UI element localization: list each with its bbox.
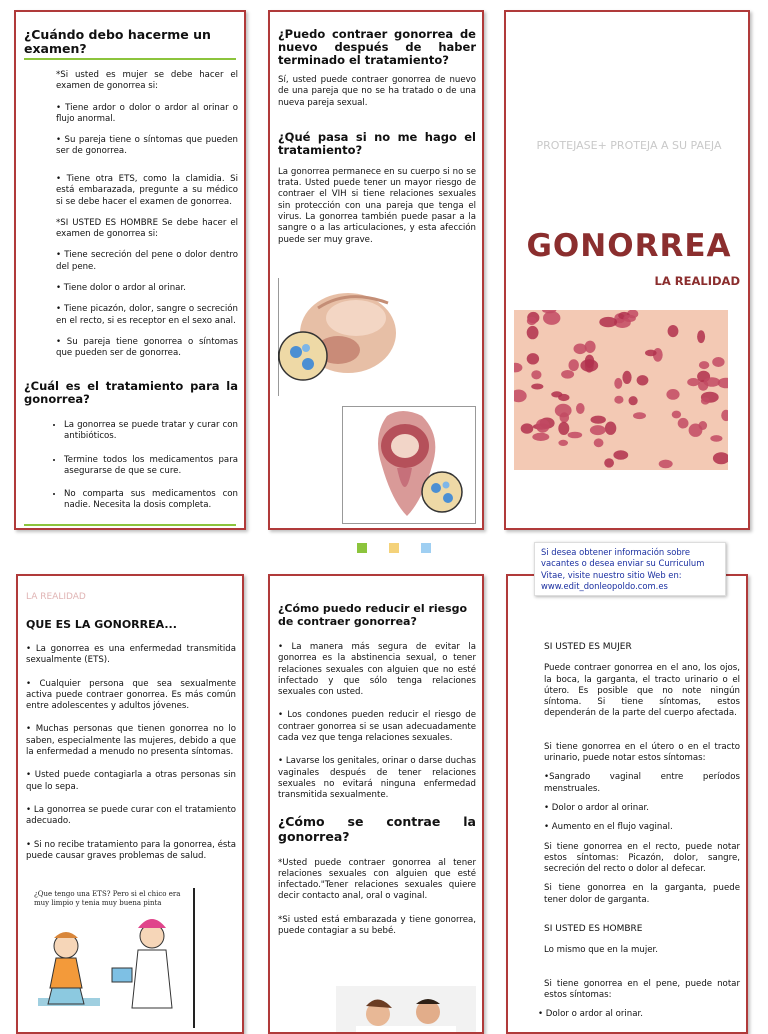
reinfection-answer: Sí, usted puede contraer gonorrea de nuevo de una pareja que no se ha tratado o de una nueva pareja sexual. xyxy=(278,75,476,108)
penis-text: Si tiene gonorrea en el pene, puede notar estos síntomas: xyxy=(544,978,740,1000)
anatomy-illustration-2 xyxy=(342,406,476,524)
what-is-item: • Muchas personas que tienen gonorrea no lo saben, especialmente las mujeres, debido a que la enfermedad a menudo no presenta síntomas. xyxy=(26,724,236,758)
exam-item: • Tiene otra ETS, como la clamidia. Si está embarazada, pregunte a su médico si se debe hacer el examen de gonorrea. xyxy=(56,174,238,207)
throat-text: Si tiene gonorrea en la garganta, puede tener dolor de garganta. xyxy=(544,883,740,905)
exam-item: • Su pareja tiene gonorrea o síntomas que pueden ser de gonorrea. xyxy=(56,336,238,359)
prevention-item: • Los condones pueden reducir el riesgo de contraer gonorrea si se usan adecuadamente cada vez que tenga relaciones sexuales. xyxy=(278,710,476,744)
anatomy-illustration-1 xyxy=(278,278,396,396)
cover-title: GONORREA xyxy=(526,228,732,264)
decor-square-blue xyxy=(421,543,431,553)
exam-item: • Tiene secreción del pene o dolor dentro del pene. xyxy=(56,250,238,272)
what-is-title: QUE ES LA GONORREA... xyxy=(26,618,177,631)
micrograph-image xyxy=(514,310,728,470)
exam-item: • Tiene ardor o dolor o ardor al orinar o flujo anormal. xyxy=(56,102,238,124)
panel-symptoms xyxy=(506,574,748,1034)
treatment-item: • Termine todos los medicamentos para asegurarse de que se cure. xyxy=(64,455,238,478)
no-treatment-answer: La gonorrea permanece en su cuerpo si no se trata. Usted puede tener un mayor riesgo de contraer el VIH si tiene relaciones sexuales sin protección con una pareja que tenga el virus. La gonorrea también puede pasar a la sangre o a las articulaciones, y esta afección puede ser muy grave. xyxy=(278,166,476,245)
panel-when-exam xyxy=(14,10,246,530)
uterus-text: Si tiene gonorrea en el útero o en el tracto urinario, puede notar estos síntomas: xyxy=(544,741,740,764)
prevention-item: • La manera más segura de evitar la gonorrea es la abstinencia sexual, o tener relaciones sexuales con alguien que no esté infectado y que sólo tenga relaciones sexuales con usted. xyxy=(278,642,476,698)
transmission-item: *Si usted está embarazada y tiene gonorrea, puede contagiar a su bebé. xyxy=(278,914,476,937)
panel-cover xyxy=(504,10,750,530)
exam-item: *SI USTED ES HOMBRE Se debe hacer el examen de gonorrea si: xyxy=(56,217,238,240)
what-is-item: • Usted puede contagiarla a otras personas sin que lo sepa. xyxy=(26,770,236,792)
man-text: Lo mismo que en la mujer. xyxy=(544,945,658,956)
transmission-question: ¿Cómo se contrae la gonorrea? xyxy=(278,813,476,844)
prevention-question: ¿Cómo puedo reducir el riesgo de contraer gonorrea? xyxy=(278,602,468,628)
woman-text: Puede contraer gonorrea en el ano, los ojos, la boca, la garganta, el tracto urinario o el útero. Es posible que no note ningún síntoma. Si tiene síntomas, estos dependerán de la parte del cuerpo afectada. xyxy=(544,663,740,719)
penis-symptom: • Dolor o ardor al orinar. xyxy=(538,1009,643,1020)
green-divider xyxy=(24,524,236,526)
exam-item: • Su pareja tiene o síntomas que pueden ser de gonorrea. xyxy=(56,135,238,157)
info-box-text: Si desea obtener información sobre vacantes o desea enviar su Curriculum Vitae, visite nuestro sitio Web en: www.edit_donleopoldo.com.es xyxy=(541,547,705,591)
decor-square-yellow xyxy=(389,543,399,553)
couple-photo xyxy=(336,986,476,1034)
transmission-item: *Usted puede contraer gonorrea al tener relaciones sexuales con alguien que esté infectado."Tener relaciones sexuales quiere decir contacto anal, oral o vaginal. xyxy=(278,857,476,902)
treatment-item: • La gonorrea se puede tratar y curar con antibióticos. xyxy=(64,420,238,443)
rectum-text: Si tiene gonorrea en el recto, puede notar estos síntomas: Picazón, dolor, sangre, secreción del recto o dolor al defecar. xyxy=(544,841,740,875)
symptom-item: •Sangrado vaginal entre períodos menstruales. xyxy=(544,772,740,794)
exam-item: • Tiene dolor o ardor al orinar. xyxy=(56,283,186,294)
panel-what-is xyxy=(16,574,244,1034)
treatment-item: • No comparta sus medicamentos con nadie. Necesita la dosis completa. xyxy=(64,489,238,512)
symptom-item: • Dolor o ardor al orinar. xyxy=(544,802,649,813)
what-is-item: • La gonorrea es una enfermedad transmitida sexualmente (ETS). xyxy=(26,644,236,666)
cartoon-caption: ¿Que tengo una ETS? Pero si el chico era muy limpio y tenia muy buena pinta xyxy=(34,890,181,907)
green-divider xyxy=(24,58,236,60)
reinfection-question: ¿Puedo contraer gonorrea de nuevo después de haber terminado el tratamiento? xyxy=(278,27,476,67)
decor-square-green xyxy=(357,543,367,553)
info-box xyxy=(534,542,726,596)
no-treatment-question: ¿Qué pasa si no me hago el tratamiento? xyxy=(278,129,476,157)
treatment-title: ¿Cuál es el tratamiento para la gonorrea? xyxy=(24,379,238,406)
exam-item: • Tiene picazón, dolor, sangre o secreción en el recto, si es receptor en el sexo anal. xyxy=(56,304,238,326)
cover-subtitle: LA REALIDAD xyxy=(654,274,740,288)
panel-prevention xyxy=(268,574,484,1034)
what-is-item: • Si no recibe tratamiento para la gonorrea, ésta puede causar graves problemas de salud. xyxy=(26,839,236,861)
prevention-item: • Lavarse los genitales, orinar o darse duchas vaginales después de tener relaciones sexuales no evitará ninguna enfermedad transmitida sexualmente. xyxy=(278,756,476,801)
man-title: SI USTED ES HOMBRE xyxy=(544,924,643,935)
woman-title: SI USTED ES MUJER xyxy=(544,642,632,652)
exam-item: *Si usted es mujer se debe hacer el examen de gonorrea si: xyxy=(56,70,238,92)
exam-title: ¿Cuándo debo hacerme un examen? xyxy=(24,27,211,56)
what-is-item: • La gonorrea se puede curar con el tratamiento adecuado. xyxy=(26,804,236,827)
panel-reinfection xyxy=(268,10,484,530)
what-is-item: • Cualquier persona que sea sexualmente activa puede contraer gonorrea. Es más común entre adolescentes y adultos jóvenes. xyxy=(26,678,236,712)
cover-tagline: PROTEJASE+ PROTEJA A SU PAEJA xyxy=(536,139,722,152)
small-label: LA REALIDAD xyxy=(26,592,86,602)
cartoon-illustration xyxy=(32,888,196,1028)
symptom-item: • Aumento en el flujo vaginal. xyxy=(544,822,673,833)
